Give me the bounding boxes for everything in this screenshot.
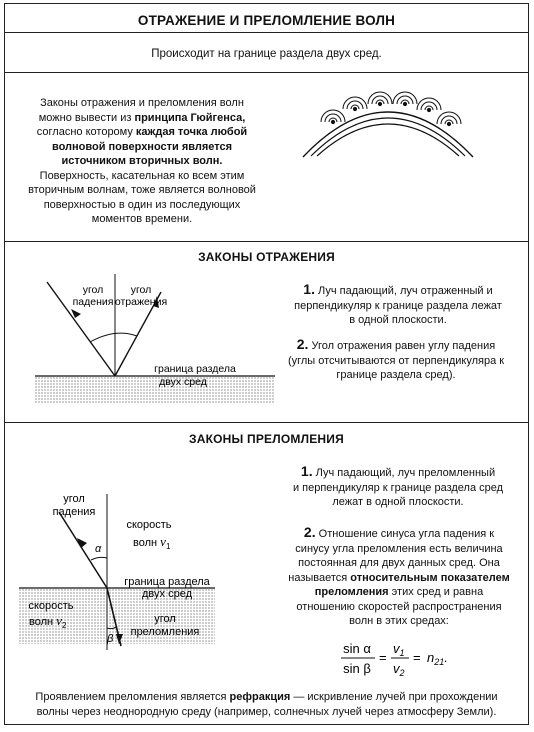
text-span: этих сред и равна (388, 586, 484, 598)
text-line (11, 154, 273, 169)
label-reflection-1: угол (130, 284, 152, 296)
text-line: и перпендикуляр к границе раздела сред (292, 481, 504, 494)
formula-n21 (427, 650, 448, 667)
label-incidence-2: падения (52, 506, 96, 518)
reflection-title: ЗАКОНЫ ОТРАЖЕНИЯ (198, 250, 335, 264)
reflection-law-1 (273, 282, 523, 328)
subscript: 2 (399, 668, 405, 678)
text-line: перпендикуляр к границе раздела лежат (294, 299, 502, 312)
text-span: волн (133, 537, 158, 549)
text-line: границе раздела сред). (336, 369, 456, 381)
text-span: Проявлением преломления является (35, 691, 230, 703)
text-span: . (444, 650, 448, 665)
text-bold: каждая точка любой (135, 126, 248, 138)
text-span: — искривление лучей при прохождении (290, 691, 498, 703)
v1-symbol: v (160, 534, 166, 549)
label-refraction-2: преломления (130, 626, 200, 638)
label-incidence-1: угол (82, 284, 104, 296)
text-span: v (393, 641, 400, 656)
text-line (9, 690, 524, 705)
text-line (271, 525, 527, 542)
reflection-diagram (35, 272, 285, 404)
law-number: 1. (303, 281, 315, 297)
label-boundary-1: граница раздела (154, 363, 236, 375)
text-span: Луч падающий, луч отраженный и (318, 285, 493, 297)
text-line (273, 282, 523, 299)
text-span: можно вывести из (38, 111, 135, 124)
law-number: 2. (303, 524, 316, 540)
law-number: 1. (300, 463, 313, 479)
text-span: волн (29, 616, 54, 628)
refraction-diagram (19, 484, 229, 654)
text-line: отношению скоростей распространения (296, 600, 502, 613)
divider (5, 241, 528, 242)
refraction-law-1 (273, 464, 523, 510)
label-boundary-1: граница раздела (124, 576, 210, 588)
divider (5, 422, 528, 423)
page-subtitle: Происходит на границе раздела двух сред. (151, 48, 382, 60)
text-span: Отношение синуса угла падения к (318, 528, 495, 540)
formula-v2 (393, 661, 405, 678)
formula-v1 (393, 641, 405, 658)
angle-arc (91, 557, 107, 560)
subscript: 21 (434, 657, 445, 667)
medium-area (35, 376, 275, 404)
text-line: (углы отсчитываются от перпендикуляра к (287, 354, 505, 367)
divider (5, 72, 528, 73)
reflection-law-2 (267, 337, 525, 383)
label-incidence-1: угол (63, 493, 85, 505)
formula-equals: = (413, 650, 421, 665)
text-line (271, 571, 527, 586)
label-refraction-1: угол (154, 613, 176, 625)
beta-symbol: β (107, 633, 114, 645)
label-incidence-2: падения (72, 296, 114, 308)
page-title: ОТРАЖЕНИЕ И ПРЕЛОМЛЕНИЕ ВОЛН (137, 13, 396, 28)
text-span: согласно которому (36, 126, 136, 138)
huygens-wavelets-diagram (293, 82, 483, 162)
text-line: в одной плоскости. (349, 314, 447, 326)
text-bold: преломления (314, 586, 389, 598)
refraction-footer (9, 690, 524, 719)
text-line (271, 585, 527, 600)
alpha-symbol: α (95, 543, 102, 555)
refraction-formula (335, 640, 475, 680)
text-bold: принципа Гюйгенса, (134, 111, 246, 124)
subscript: 1 (399, 648, 405, 658)
text-line: моментов времени. (91, 213, 193, 225)
text-line (273, 464, 523, 481)
formula-sin-alpha: sin α (343, 641, 371, 656)
text-line: волн в этих средах: (349, 615, 449, 627)
text-line: лежат в одной плоскости. (332, 496, 464, 508)
text-line (11, 125, 273, 140)
label-speed2-b (29, 613, 67, 630)
text-span: называется (288, 571, 351, 584)
text-bold: рефракция (229, 691, 291, 703)
text-span: v (393, 661, 400, 676)
divider (5, 32, 528, 33)
label-speed1-a: скорость (126, 519, 172, 531)
formula-equals: = (379, 650, 387, 665)
huygens-text (11, 96, 273, 227)
text-line: постоянная для двух данных сред. Она (298, 557, 500, 569)
law-number: 2. (296, 336, 309, 352)
refraction-title: ЗАКОНЫ ПРЕЛОМЛЕНИЯ (189, 432, 344, 446)
text-span: n (427, 650, 435, 665)
text-line: Поверхность, касательная ко всем этим (39, 169, 245, 182)
text-line: Законы отражения и преломления волн (40, 97, 244, 109)
v1-subscript: 1 (165, 542, 171, 551)
formula-sin-beta: sin β (343, 661, 371, 676)
text-bold: источником вторичных волн. (61, 155, 223, 167)
page-frame (4, 3, 529, 725)
text-bold: относительным показателем (350, 571, 510, 584)
text-span: Луч падающий, луч преломленный (315, 467, 496, 479)
label-speed1-b (133, 534, 171, 551)
text-line: волны через неоднородную среду (например, солнечных лучей через атмосферу Земли). (36, 705, 497, 718)
label-reflection-2: отражения (114, 296, 168, 308)
angle-arc (90, 333, 137, 342)
text-line (11, 111, 273, 126)
text-bold: волновой поверхности является (51, 140, 233, 153)
label-speed2-a: скорость (28, 600, 74, 612)
refraction-law-2 (271, 525, 527, 629)
text-line: поверхностью в один из последующих (43, 198, 241, 211)
v2-symbol: v (56, 613, 62, 628)
label-boundary-2: двух сред (159, 376, 207, 388)
text-span: Угол отражения равен углу падения (311, 340, 496, 352)
text-line: синусу угла преломления есть величина (295, 542, 503, 555)
text-line: вторичным волнам, тоже является волновой (28, 184, 256, 196)
text-line (11, 140, 273, 155)
text-line (267, 337, 525, 354)
label-boundary-2: двух сред (142, 588, 192, 600)
v2-subscript: 2 (61, 621, 67, 630)
